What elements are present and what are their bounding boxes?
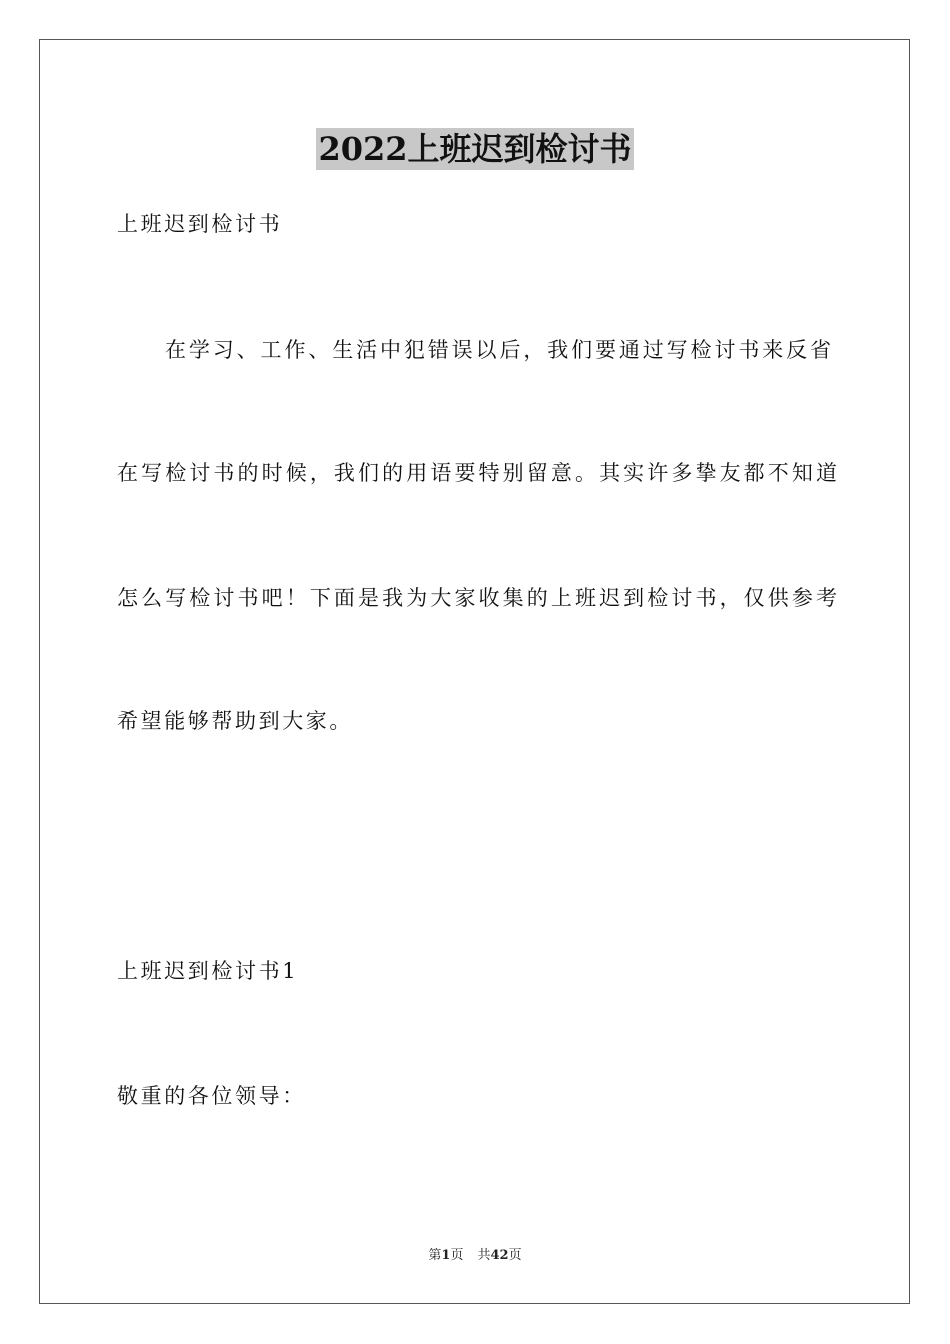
document-subtitle: 上班迟到检讨书 [117,212,283,236]
intro-line-3: 怎么写检讨书吧！下面是我为大家收集的上班迟到检讨书，仅供参考 [117,586,837,610]
footer-total-pages: 42 [490,1248,509,1263]
footer-page-suffix: 页 [450,1248,464,1263]
section-heading: 上班迟到检讨书1 [117,959,299,983]
intro-line-1: 在学习、工作、生活中犯错误以后，我们要通过写检讨书来反省 [165,338,831,362]
page-footer [0,1247,950,1265]
salutation: 敬重的各位领导： [117,1084,306,1108]
footer-page-number: 1 [441,1248,451,1263]
title-container [0,128,950,170]
intro-line-4: 希望能够帮助到大家。 [117,709,353,733]
footer-total-suffix: 页 [508,1248,522,1263]
document-title: 2022上班迟到检讨书 [318,130,632,168]
footer-page-prefix: 第 [428,1248,442,1263]
intro-line-2: 在写检讨书的时候，我们的用语要特别留意。其实许多挚友都不知道 [117,461,837,485]
footer-total-prefix: 共 [477,1248,491,1263]
